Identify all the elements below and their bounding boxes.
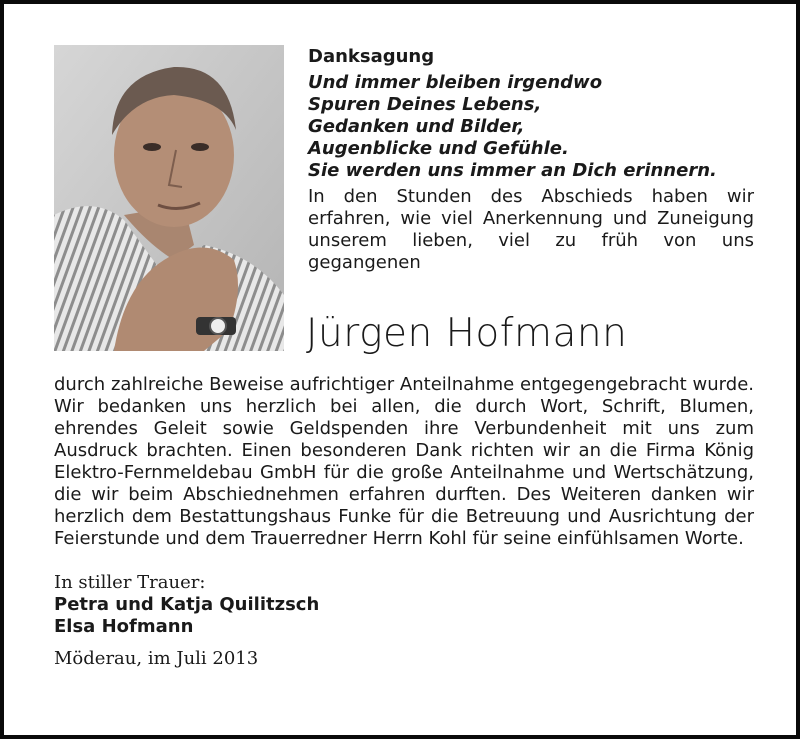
body-section <box>54 374 754 670</box>
mourner-name: Elsa Hofmann <box>54 616 194 637</box>
heading: Danksagung <box>308 46 435 67</box>
verse-line: Spuren Deines Lebens, <box>308 94 542 115</box>
intro-text: In den Stunden des Abschieds haben wir erfahren, wie viel Anerkennung und Zuneigung unserem lieben, viel zu früh von uns gegangenen <box>308 186 754 273</box>
mourner-name: Petra und Katja Quilitzsch <box>54 594 320 615</box>
verse <box>308 72 754 182</box>
portrait-illustration <box>54 45 284 351</box>
portrait-photo <box>54 45 284 351</box>
verse-line: Und immer bleiben irgendwo <box>308 72 603 93</box>
deceased-name: Jürgen Hofmann <box>306 311 628 356</box>
body-text: durch zahlreiche Beweise aufrichtiger Anteilnahme entgegengebracht wurde. Wir bedanken uns herzlich bei allen, die durch Wort, Schrift, Blumen, ehrendes Geleit sowie Geldspenden ihre Verbundenheit mit uns zum Ausdruck brachten. Einen besonderen Dank richten wir an die Firma König Elektro-Fernmeldebau GmbH für die große Anteilnahme und Wertschätzung, die wir beim Abschiednehmen erfahren durften. Des Weiteren danken wir herzlich dem Bestattungshaus Funke für die Betreuung und Ausrichtung der Feierstunde und dem Trauerredner Herrn Kohl für seine einfühlsamen Worte. <box>54 374 754 549</box>
mourners-list <box>54 594 754 638</box>
place-date: Möderau, im Juli 2013 <box>54 648 259 669</box>
mourning-label: In stiller Trauer: <box>54 572 206 593</box>
verse-line: Gedanken und Bilder, <box>308 116 525 137</box>
verse-line: Augenblicke und Gefühle. <box>308 138 569 159</box>
verse-line: Sie werden uns immer an Dich erinnern. <box>308 160 717 181</box>
header-column <box>308 46 754 274</box>
